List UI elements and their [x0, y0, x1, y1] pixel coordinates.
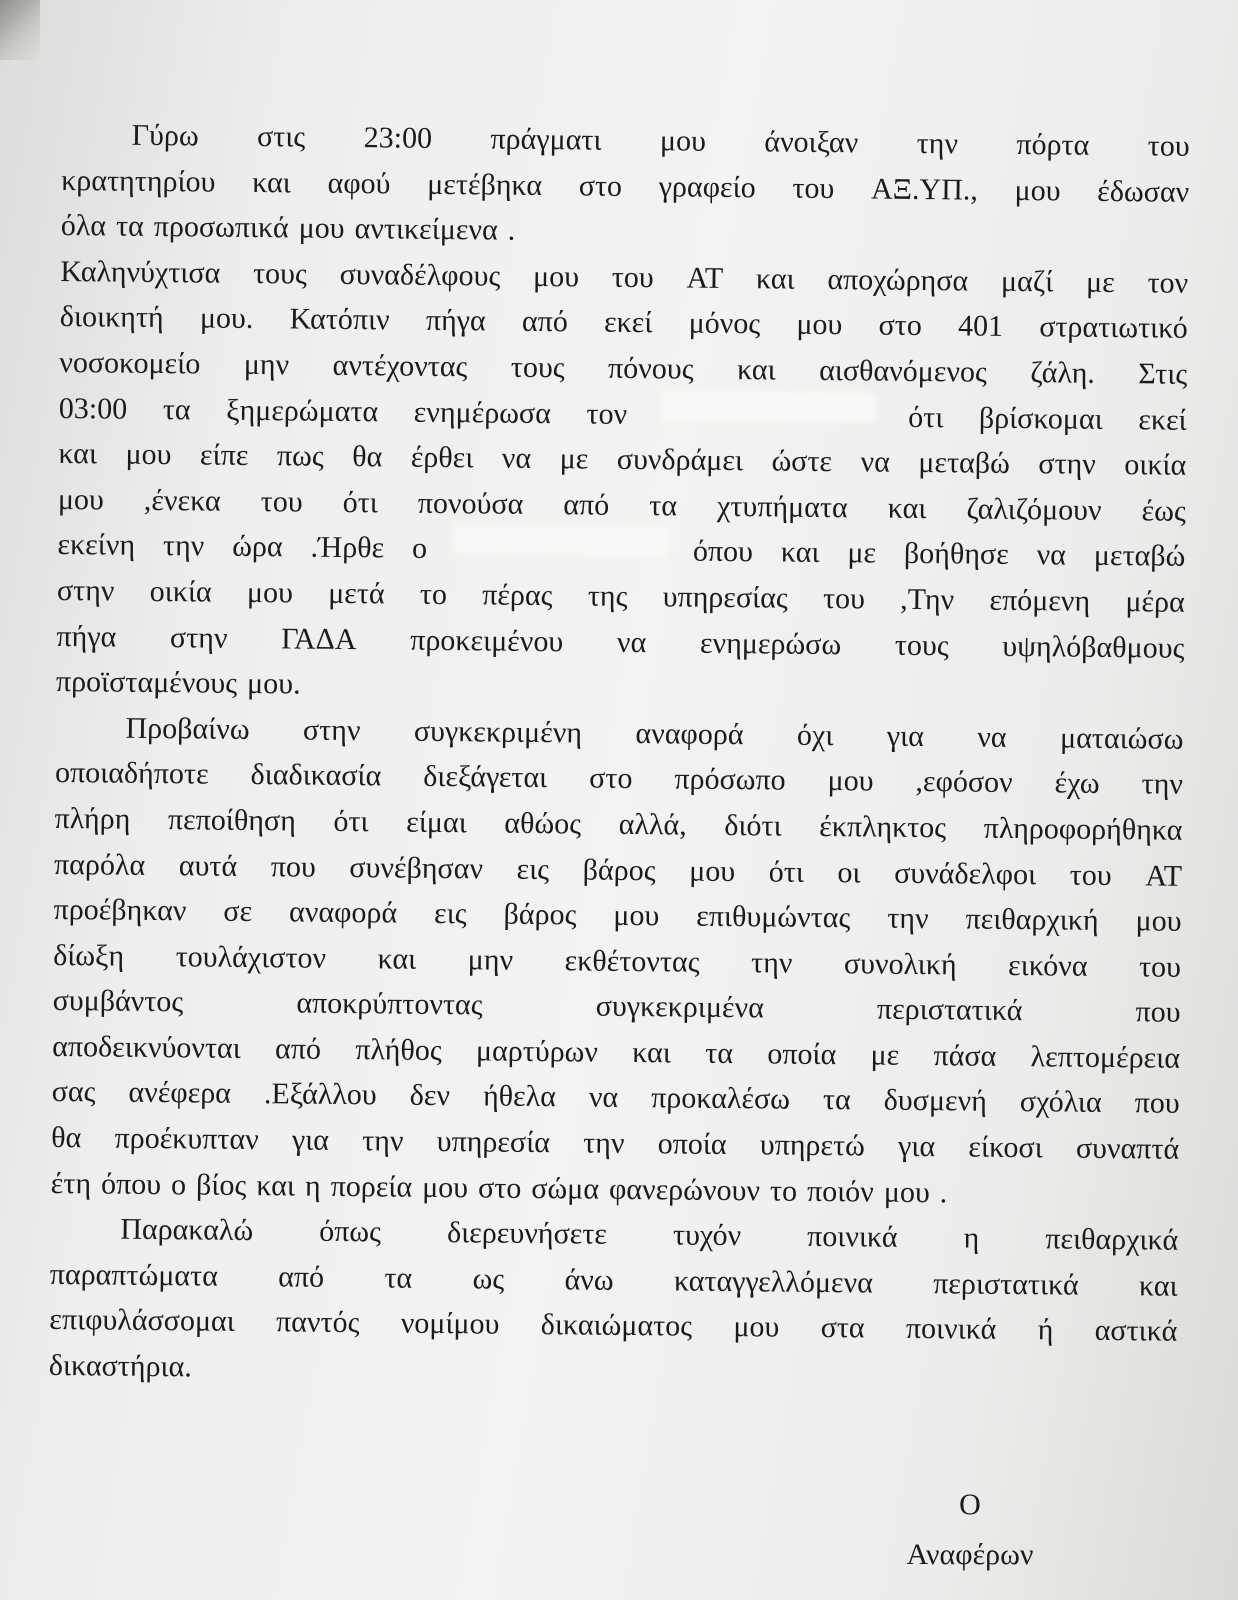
word: περιστατικά — [876, 992, 1023, 1028]
signature-article: Ο — [959, 1488, 981, 1521]
word: τα — [649, 488, 678, 523]
word: βοήθησε — [903, 537, 1009, 572]
word: ότι — [908, 400, 944, 434]
word: πόρτα — [1016, 127, 1090, 162]
word: ΓΑΔΑ — [281, 621, 357, 656]
word: όπου — [692, 534, 754, 569]
word: τους — [510, 350, 565, 385]
word: συγκεκριμένα — [595, 989, 765, 1025]
word: μου — [689, 854, 736, 888]
word: οποία — [657, 1127, 727, 1162]
word: του — [611, 260, 654, 294]
word: ως — [472, 1262, 505, 1296]
redacted-name — [455, 526, 665, 554]
word: τα — [822, 1083, 851, 1117]
word: στις — [256, 120, 306, 154]
word: μου. — [246, 667, 301, 701]
word: την — [582, 1126, 625, 1161]
word: στην — [169, 620, 228, 655]
word: το — [769, 1174, 798, 1208]
word: για — [291, 1123, 330, 1157]
word: του — [1069, 858, 1112, 892]
word: τα — [162, 392, 191, 426]
word: έτη — [50, 1166, 92, 1201]
signature-block — [850, 1480, 1090, 1580]
word: υψηλόβαθμους — [1002, 629, 1185, 665]
word: αλλά, — [618, 807, 687, 842]
word: εκείνη — [57, 528, 136, 563]
word: εκεί — [603, 306, 653, 340]
word: άνοιξαν — [764, 125, 859, 160]
word: και — [252, 165, 292, 199]
word: πήγα — [56, 619, 117, 654]
word: και — [1138, 1269, 1178, 1303]
word: στο — [878, 308, 923, 343]
word: του — [1147, 129, 1190, 163]
word: Παρακαλώ — [120, 1212, 254, 1248]
word: ,Την — [900, 582, 955, 617]
word: το — [419, 577, 448, 611]
word: ματαιώσω — [1059, 721, 1184, 756]
word: αισθανόμενος — [818, 353, 988, 389]
word: μου — [532, 259, 580, 294]
word: μαρτύρων — [475, 1034, 599, 1069]
word: γραφείο — [658, 169, 756, 204]
word: η — [963, 1221, 980, 1255]
word: συγκεκριμένη — [413, 714, 583, 750]
word: μου — [57, 482, 105, 517]
word: επιφυλάσσομαι — [49, 1303, 235, 1339]
word: από — [278, 1260, 325, 1294]
word: Καληνύχτισα — [60, 254, 221, 290]
word: αστικά — [1094, 1314, 1178, 1349]
word: τους — [894, 628, 949, 662]
signature-title: Αναφέρων — [906, 1538, 1034, 1571]
word: να — [501, 441, 532, 476]
word: εκεί — [1138, 402, 1187, 437]
word: έχω — [1054, 766, 1100, 801]
word: συνέβησαν — [349, 850, 484, 885]
word: της — [587, 579, 628, 613]
word: αποχώρησα — [827, 262, 969, 298]
word: μου — [733, 1310, 780, 1345]
word: δυσμενή — [883, 1084, 988, 1119]
word: και — [736, 353, 776, 387]
word: ο — [411, 532, 428, 566]
word: προκειμένου — [410, 623, 564, 658]
word: συναδέλφους — [339, 257, 501, 293]
word: πως — [276, 439, 324, 473]
word: ενημερώσω — [699, 626, 842, 661]
word: διότι — [724, 808, 782, 843]
word: και — [377, 942, 417, 976]
word: ΑΞ.ΥΠ., — [870, 172, 979, 207]
word: τουλάχιστον — [175, 939, 327, 975]
word: ΑΤ — [1145, 858, 1183, 893]
word: έρθει — [410, 440, 474, 475]
word: στο — [578, 169, 623, 203]
word: ζαλιζόμουν — [966, 492, 1102, 527]
word: Προβαίνω — [125, 711, 250, 746]
paragraph — [56, 249, 1189, 717]
word: και — [887, 491, 927, 525]
word: από — [521, 305, 568, 339]
word: με — [870, 1038, 900, 1072]
word: σας — [51, 1075, 96, 1109]
word: την — [887, 901, 929, 936]
word: πόνους — [607, 351, 694, 386]
word: στα — [820, 1311, 865, 1345]
word: λεπτομέρεια — [1030, 1040, 1181, 1075]
word: Κατόπιν — [289, 302, 390, 337]
word: υπηρετώ — [759, 1128, 866, 1163]
word: πειθαρχική — [965, 902, 1099, 937]
word: οικία — [149, 574, 212, 609]
word: την — [916, 126, 959, 161]
word: τα — [115, 209, 145, 244]
word: δίωξη — [52, 938, 125, 973]
word: ότι — [342, 485, 379, 520]
word: αφού — [327, 166, 391, 201]
word: πλήρη — [54, 801, 131, 836]
word: όπως — [319, 1215, 382, 1249]
word: του — [792, 171, 835, 205]
word: συνδράμει — [616, 442, 744, 478]
word: και — [256, 1168, 296, 1203]
word: μου — [613, 898, 660, 933]
word: οικία — [1124, 448, 1187, 482]
word: προέβηκαν — [53, 893, 187, 928]
word: μετά — [328, 576, 385, 611]
word: εις — [516, 852, 550, 886]
word: τον — [586, 397, 628, 431]
word: μέρα — [1125, 585, 1185, 619]
word: κρατητηρίου — [61, 163, 216, 199]
word: σε — [223, 894, 253, 929]
word: παντός — [275, 1305, 360, 1340]
word: από — [274, 1032, 322, 1066]
word: και — [58, 437, 98, 471]
word: μου. — [199, 301, 254, 336]
word: νοσοκομείο — [59, 345, 201, 381]
word: μου — [796, 308, 843, 342]
word: Στις — [1138, 357, 1188, 391]
word: μεταβώ — [1093, 539, 1186, 574]
word: πονούσα — [417, 486, 524, 521]
word: και — [780, 535, 820, 570]
word: καταγγελλόμενα — [673, 1264, 874, 1300]
word: με — [1085, 265, 1115, 299]
word: με — [559, 442, 589, 476]
word: να — [977, 720, 1007, 754]
word: διαδικασία — [250, 758, 382, 793]
word: είμαι — [406, 805, 467, 840]
word: πλήθος — [355, 1032, 442, 1067]
word: την — [1141, 767, 1184, 802]
word: παρόλα — [53, 847, 146, 882]
word: υπηρεσίας — [662, 580, 788, 615]
word: όπου — [100, 1167, 162, 1201]
word: έδωσαν — [1097, 174, 1190, 209]
word: 03:00 — [58, 391, 128, 426]
word: στην — [1038, 447, 1097, 482]
word: του — [1138, 950, 1182, 984]
word: 401 — [957, 309, 1004, 344]
word: ήθελα — [482, 1079, 557, 1114]
word: την — [362, 1124, 404, 1158]
word: εικόνα — [1007, 948, 1088, 983]
word: θα — [51, 1121, 82, 1155]
word: μου — [883, 1175, 930, 1209]
word: .Ήρθε — [310, 530, 385, 565]
word: στο — [477, 1171, 522, 1205]
word: διερευνήσετε — [446, 1216, 608, 1252]
word: αντέχοντας — [332, 348, 468, 384]
word: ποινικά — [806, 1220, 898, 1255]
word: οποιαδήποτε — [54, 756, 209, 791]
word: και — [755, 262, 795, 296]
word: διοικητή — [59, 300, 164, 335]
word: αποκρύπτοντας — [296, 986, 483, 1022]
word: μου — [298, 211, 345, 246]
word: ότι — [333, 804, 369, 839]
redacted-name — [663, 392, 873, 420]
word: ξημερώματα — [225, 393, 379, 428]
word: τον — [1147, 266, 1189, 300]
word: του — [260, 484, 303, 519]
word: να — [588, 1081, 619, 1115]
word: ώστε — [771, 444, 833, 479]
word: . — [507, 213, 516, 247]
word: είπε — [199, 438, 249, 473]
word: αντικείμενα — [354, 212, 498, 247]
paragraph — [61, 112, 1190, 261]
word: συνάδελφοι — [894, 856, 1037, 891]
word: διεξάγεται — [423, 760, 548, 795]
word: παραπτώματα — [49, 1257, 219, 1293]
word: δικαστήρια. — [48, 1348, 193, 1384]
word: βάρος — [582, 852, 656, 887]
word: προκαλέσω — [651, 1081, 791, 1117]
word: όλα — [60, 209, 107, 243]
word: να — [1036, 538, 1067, 572]
word: πήγα — [425, 304, 486, 338]
word: περιστατικά — [933, 1267, 1079, 1302]
word: τα — [384, 1261, 413, 1295]
word: πέρας — [482, 578, 553, 613]
paragraph — [49, 1206, 1179, 1400]
word: η — [304, 1169, 321, 1203]
word: ,εφόσον — [915, 765, 1013, 800]
word: που — [1134, 1086, 1180, 1121]
word: μόνος — [688, 306, 761, 341]
page-corner-shadow — [0, 0, 40, 60]
word: υπηρεσία — [436, 1125, 551, 1160]
word: ποιόν — [806, 1174, 875, 1209]
word: ποινικά — [905, 1312, 997, 1347]
word: πορεία — [330, 1169, 413, 1204]
word: για — [897, 1129, 936, 1164]
word: μου — [1014, 173, 1061, 208]
word: που — [270, 849, 316, 884]
word: αυτά — [178, 848, 238, 883]
word: προέκυπταν — [114, 1121, 259, 1157]
word: μου — [827, 764, 874, 798]
word: μου — [246, 575, 294, 610]
word: ο — [170, 1167, 187, 1202]
word: μου — [422, 1170, 469, 1204]
word: πάσα — [933, 1039, 997, 1073]
word: φανερώνουν — [608, 1172, 761, 1208]
word: επόμενη — [989, 583, 1091, 618]
word: να — [616, 625, 647, 659]
word: ότι — [768, 854, 805, 889]
word: μην — [467, 942, 514, 977]
letter-body — [49, 112, 1190, 1400]
word: δικαιώματος — [540, 1308, 693, 1344]
word: οι — [837, 855, 861, 889]
word: για — [886, 719, 925, 753]
word: σχόλια — [1019, 1085, 1102, 1120]
word: στο — [589, 761, 633, 796]
word: έκπληκτος — [819, 809, 947, 845]
word: στρατιωτικό — [1039, 310, 1188, 346]
word: αποδεικνύονται — [52, 1029, 242, 1065]
word: μου — [1135, 904, 1182, 938]
word: τους — [252, 256, 308, 291]
word: εκθέτοντας — [564, 943, 700, 979]
word: την — [750, 945, 793, 980]
word: πληροφορήθηκα — [983, 811, 1183, 847]
word: στην — [302, 713, 361, 747]
word: μην — [243, 347, 290, 382]
word: βάρος — [503, 897, 577, 932]
word: πράγματι — [490, 122, 602, 157]
word: ζάλη. — [1030, 356, 1096, 390]
word: αναφορά — [635, 716, 744, 751]
word: σώμα — [531, 1171, 600, 1206]
word: χτυπήματα — [716, 489, 848, 524]
word: μετέβηκα — [427, 167, 543, 202]
word: μεταβώ — [918, 446, 1011, 481]
word: του — [822, 581, 866, 616]
word: ώρα — [232, 530, 283, 564]
word: προϊσταμένους — [55, 665, 238, 700]
word: πρόσωπο — [674, 762, 786, 797]
word: όχι — [796, 718, 834, 752]
word: τυχόν — [672, 1218, 742, 1253]
word: βίος — [195, 1168, 247, 1202]
word: .Εξάλλου — [263, 1077, 377, 1112]
word: με — [847, 536, 877, 570]
word: ΑΤ — [686, 261, 724, 295]
word: από — [563, 488, 610, 522]
word: 23:00 — [363, 121, 433, 155]
word: την — [162, 529, 205, 563]
word: νομίμου — [400, 1307, 500, 1342]
word: αναφορά — [288, 895, 398, 930]
word: πεποίθηση — [167, 803, 297, 838]
word: θα — [352, 440, 383, 474]
word: μου — [659, 124, 707, 158]
word: μου — [125, 437, 172, 472]
word: πειθαρχικά — [1045, 1222, 1179, 1257]
word: αθώος — [504, 806, 582, 841]
word: βρίσκομαι — [978, 401, 1103, 436]
word: που — [1135, 995, 1181, 1030]
paragraph — [51, 705, 1184, 1218]
word: προσωπικά — [153, 210, 289, 245]
word: ενημέρωσα — [413, 395, 552, 430]
word: έως — [1141, 494, 1187, 528]
word: ή — [1037, 1313, 1054, 1347]
word: επιθυμώντας — [696, 899, 851, 935]
word: άνω — [564, 1263, 614, 1297]
word: ,ένεκα — [143, 483, 221, 518]
word: . — [939, 1175, 948, 1209]
word: είκοσι — [968, 1130, 1043, 1165]
word: ανέφερα — [128, 1076, 232, 1111]
word: Γύρω — [131, 118, 199, 153]
word: συνολική — [843, 946, 957, 982]
word: εις — [433, 897, 467, 931]
word: και — [632, 1035, 672, 1070]
word: συμβάντος — [52, 984, 184, 1019]
word: οποία — [767, 1037, 837, 1072]
word: μαζί — [1000, 264, 1054, 299]
word: στην — [56, 573, 115, 608]
word: να — [860, 445, 891, 479]
word: τα — [705, 1036, 734, 1070]
word: συναπτά — [1075, 1131, 1180, 1166]
word: δεν — [409, 1079, 451, 1113]
